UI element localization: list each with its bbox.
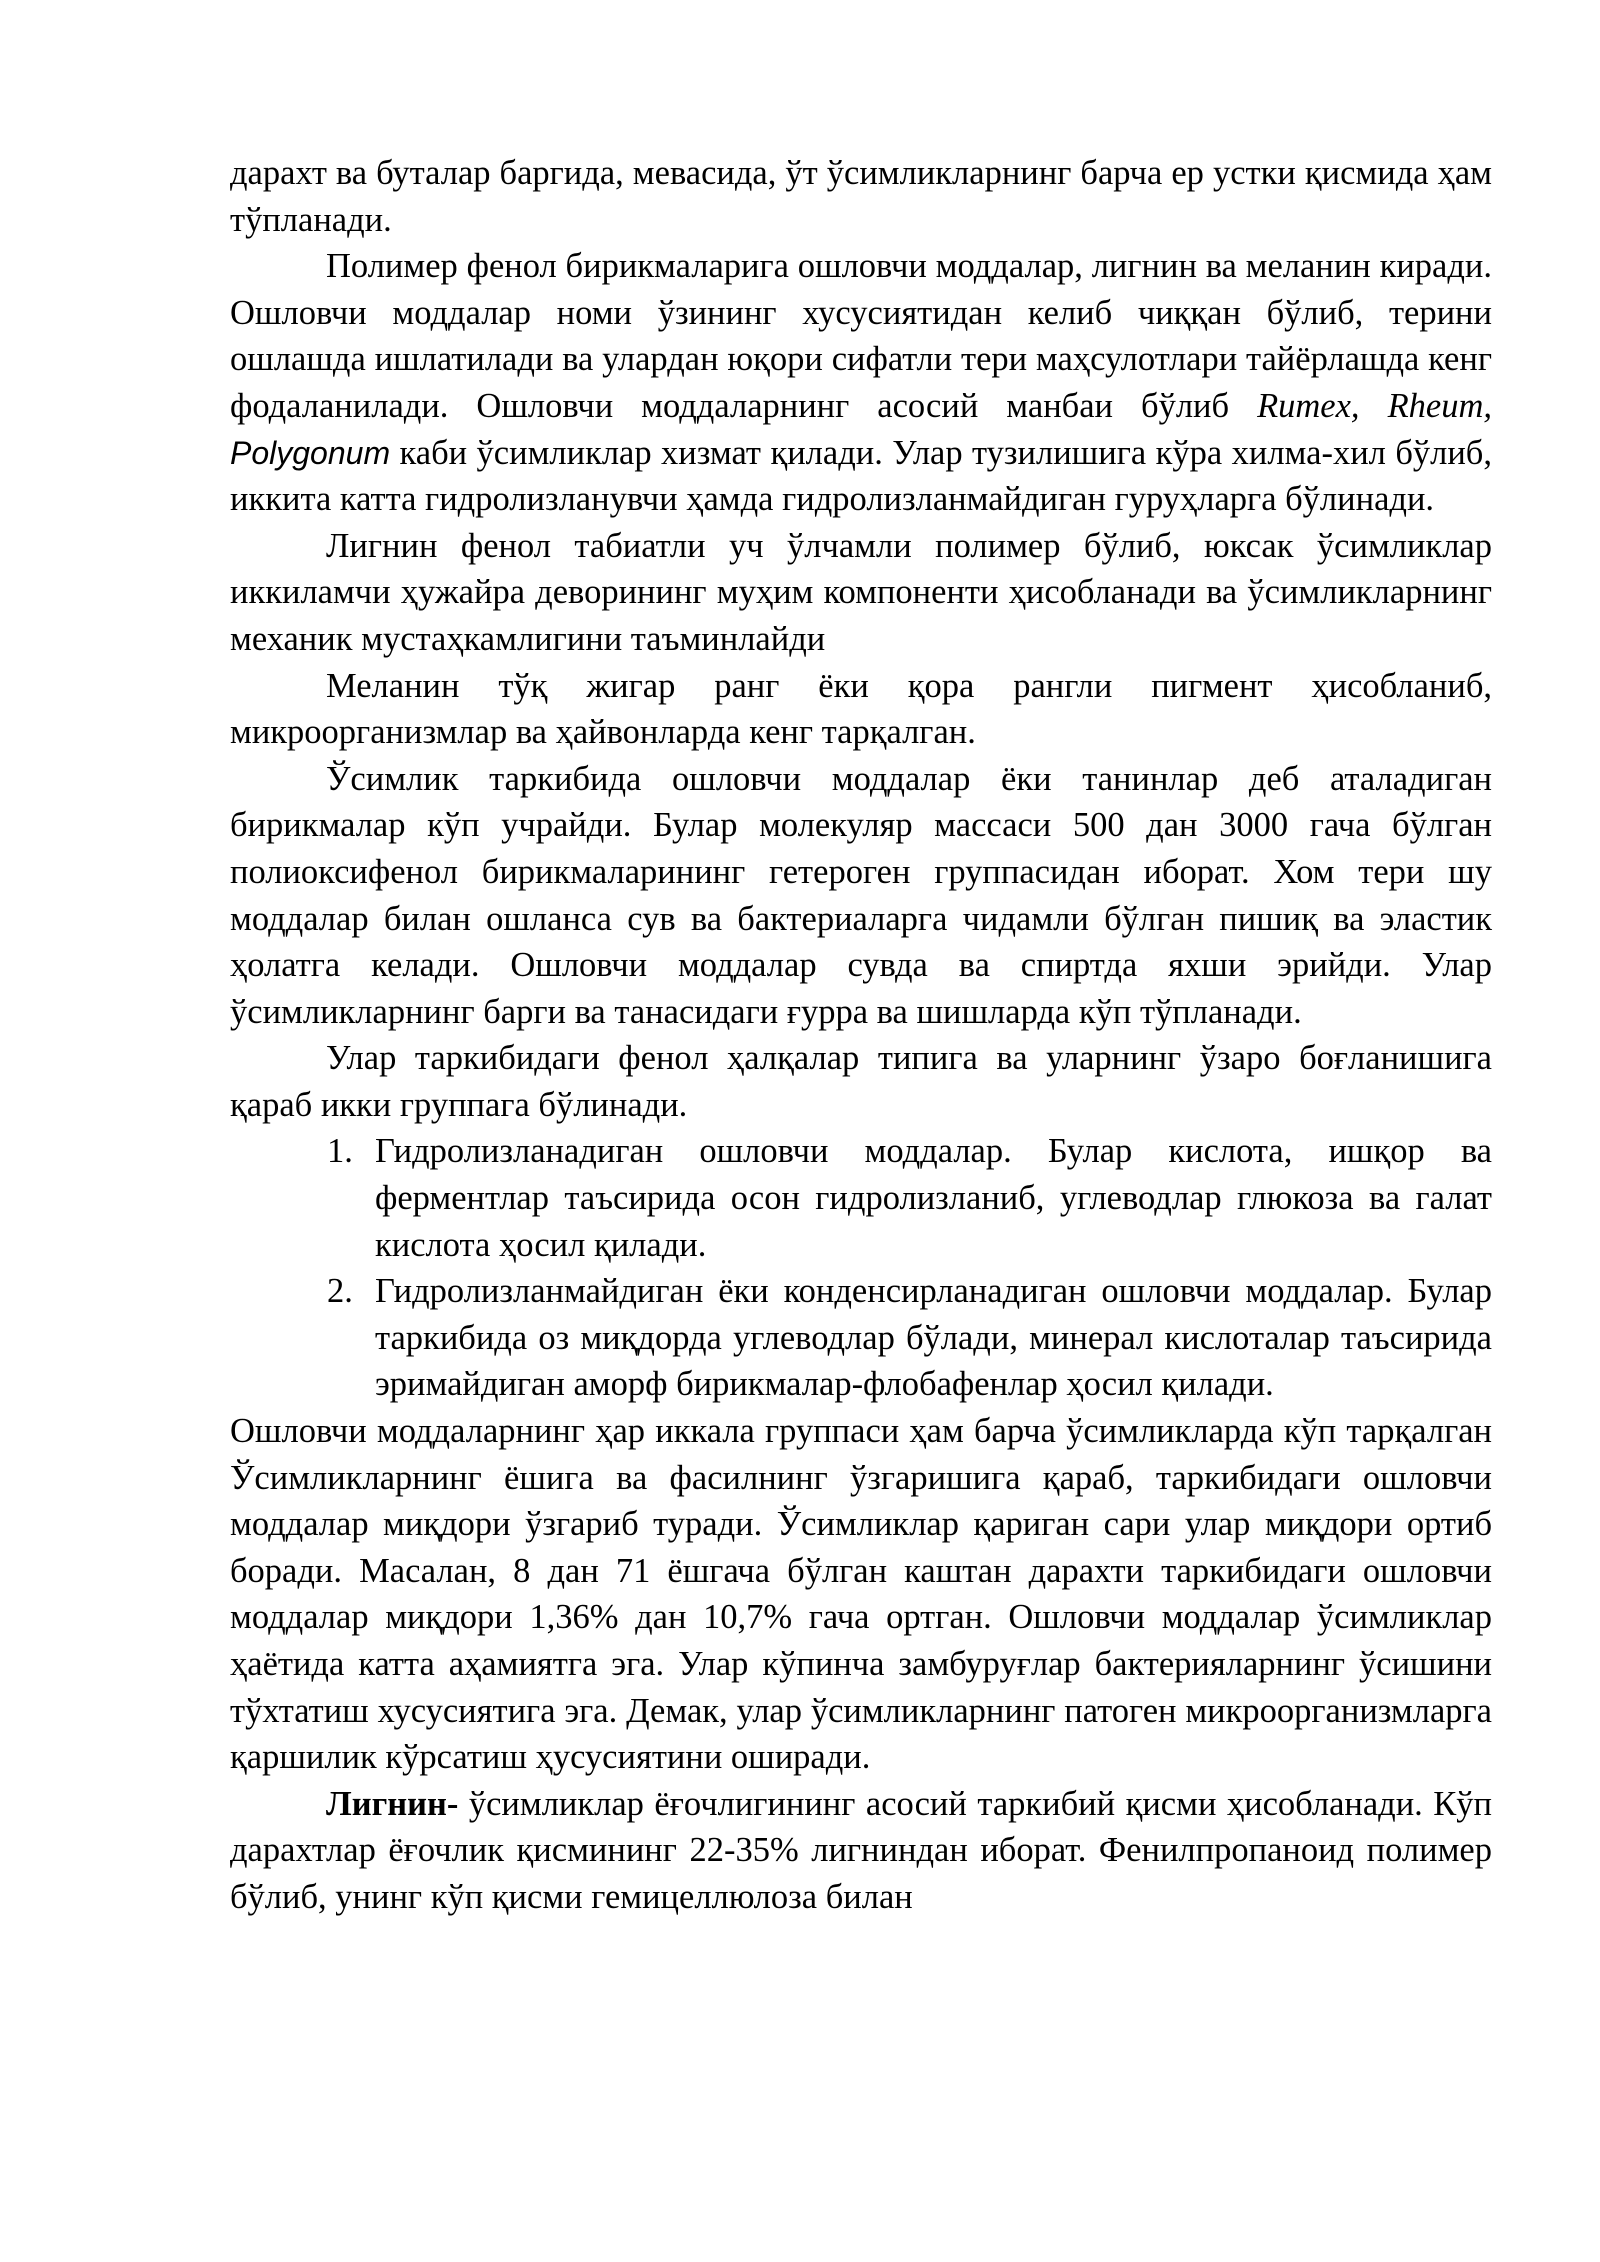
paragraph-text: ўсимликлар ёғочлигининг асосий таркибий қисми ҳисобланади. Кўп дарахтлар ёғочлик қисмининг 22-35% лигниндан иборат. Фенилпропаноид полимер бўлиб, унинг кўп қисми гемицеллюлоза билан [230, 1784, 1492, 1916]
paragraph-groups: Улар таркибидаги фенол ҳалқалар типига ва уларнинг ўзаро боғланишига қараб икки группага бўлинади. [230, 1039, 1492, 1124]
list-item-text: Гидролизланадиган ошловчи моддалар. Булар кислота, ишқор ва ферментлар таъсирида осон гидролизланиб, углеводлар глюкоза ва галат кислота ҳосил қилади. [375, 1132, 1492, 1264]
paragraph-distribution: Ошловчи моддаларнинг ҳар иккала группаси ҳам барча ўсимликларда кўп тарқалган Ўсимликларнинг ёшига ва фасилнинг ўзгаришига қараб, таркибидаги ошловчи моддалар миқдори ўзгариб туради. Ўсимликлар қариган сари улар миқдори ортиб боради. Масалан, 8 дан 71 ёшгача бўлган каштан дарахти таркибидаги ошловчи моддалар миқдори 1,36% дан 10,7% гача ортган. Ошловчи моддалар ўсимликлар ҳаётида катта аҳамиятга эга. Улар кўпинча замбуруғлар бактерияларнинг ўсишини тўхтатиш хусусиятига эга. Демак, улар ўсимликларнинг патоген микроорганизмларга қаршилик кўрсатиш ҳусусиятини оширади. [230, 1412, 1492, 1777]
paragraph-text: Полимер фенол бирикмаларига ошловчи моддалар, лигнин ва меланин киради. Ошловчи моддалар номи ўзининг хусусиятидан келиб чиққан бўлиб, терини ошлашда ишлатилади ва улардан юқори сифатли тери маҳсулотлари тайёрлашда кенг фодаланилади. Ошловчи моддаларнинг асосий манбаи бўлиб [230, 247, 1492, 425]
paragraph-text: каби ўсимликлар хизмат қилади. Улар тузилишига кўра хилма-хил бўлиб, иккита катта гидролизланувчи ҳамда гидролизланмайдиган гуруҳларга бўлинади. [230, 433, 1492, 519]
list-number: 2. [327, 1272, 353, 1311]
paragraph-tannins: Ўсимлик таркибида ошловчи моддалар ёки танинлар деб аталадиган бирикмалар кўп учрайди. Булар молекуляр массаси 500 дан 3000 гача бўлган полиоксифенол бирикмаларининг гетероген группасидан иборат. Хом тери шу моддалар билан ошланса сув ва бактериаларга чидамли бўлган пишиқ ва эластик ҳолатга келади. Ошловчи моддалар сувда ва спиртда яхши эрийди. Улар ўсимликларнинг барги ва танасидаги ғурра ва шишларда кўп тўпланади. [230, 759, 1492, 1031]
latin-genus-names: Rumex, Rheum, [1257, 386, 1492, 425]
paragraph-lignin: Лигнин фенол табиатли уч ўлчамли полимер бўлиб, юксак ўсимликлар иккиламчи ҳужайра деворининг муҳим компоненти ҳисобланади ва ўсимликларнинг механик мустаҳкамлигини таъминлайди [230, 526, 1492, 658]
list-item-text: Гидролизланмайдиган ёки конденсирланадиган ошловчи моддалар. Булар таркибида оз миқдорда углеводлар бўлади, минерал кислоталар таъсирида эримайдиган аморф бирикмалар-флобафенлар ҳосил қилади. [375, 1272, 1492, 1404]
paragraph-melanin: Меланин тўқ жигар ранг ёки қора рангли пигмент ҳисобланиб, микроорганизмлар ва ҳайвонларда кенг тарқалган. [230, 666, 1492, 752]
latin-genus-name: Polygonum [230, 434, 391, 471]
term-lignin: Лигнин- [326, 1784, 459, 1823]
paragraph-lignin-definition [230, 1781, 1492, 1921]
list-number: 1. [327, 1132, 353, 1171]
paragraph-polymer-phenols [230, 243, 1492, 523]
document-page [230, 150, 1492, 1921]
paragraph-continuation: дарахт ва буталар баргида, мевасида, ўт ўсимликларнинг барча ер устки қисмида ҳам тўпланади. [230, 154, 1492, 239]
list-item [327, 1128, 1492, 1268]
numbered-list [230, 1128, 1492, 1408]
list-item [327, 1268, 1492, 1408]
